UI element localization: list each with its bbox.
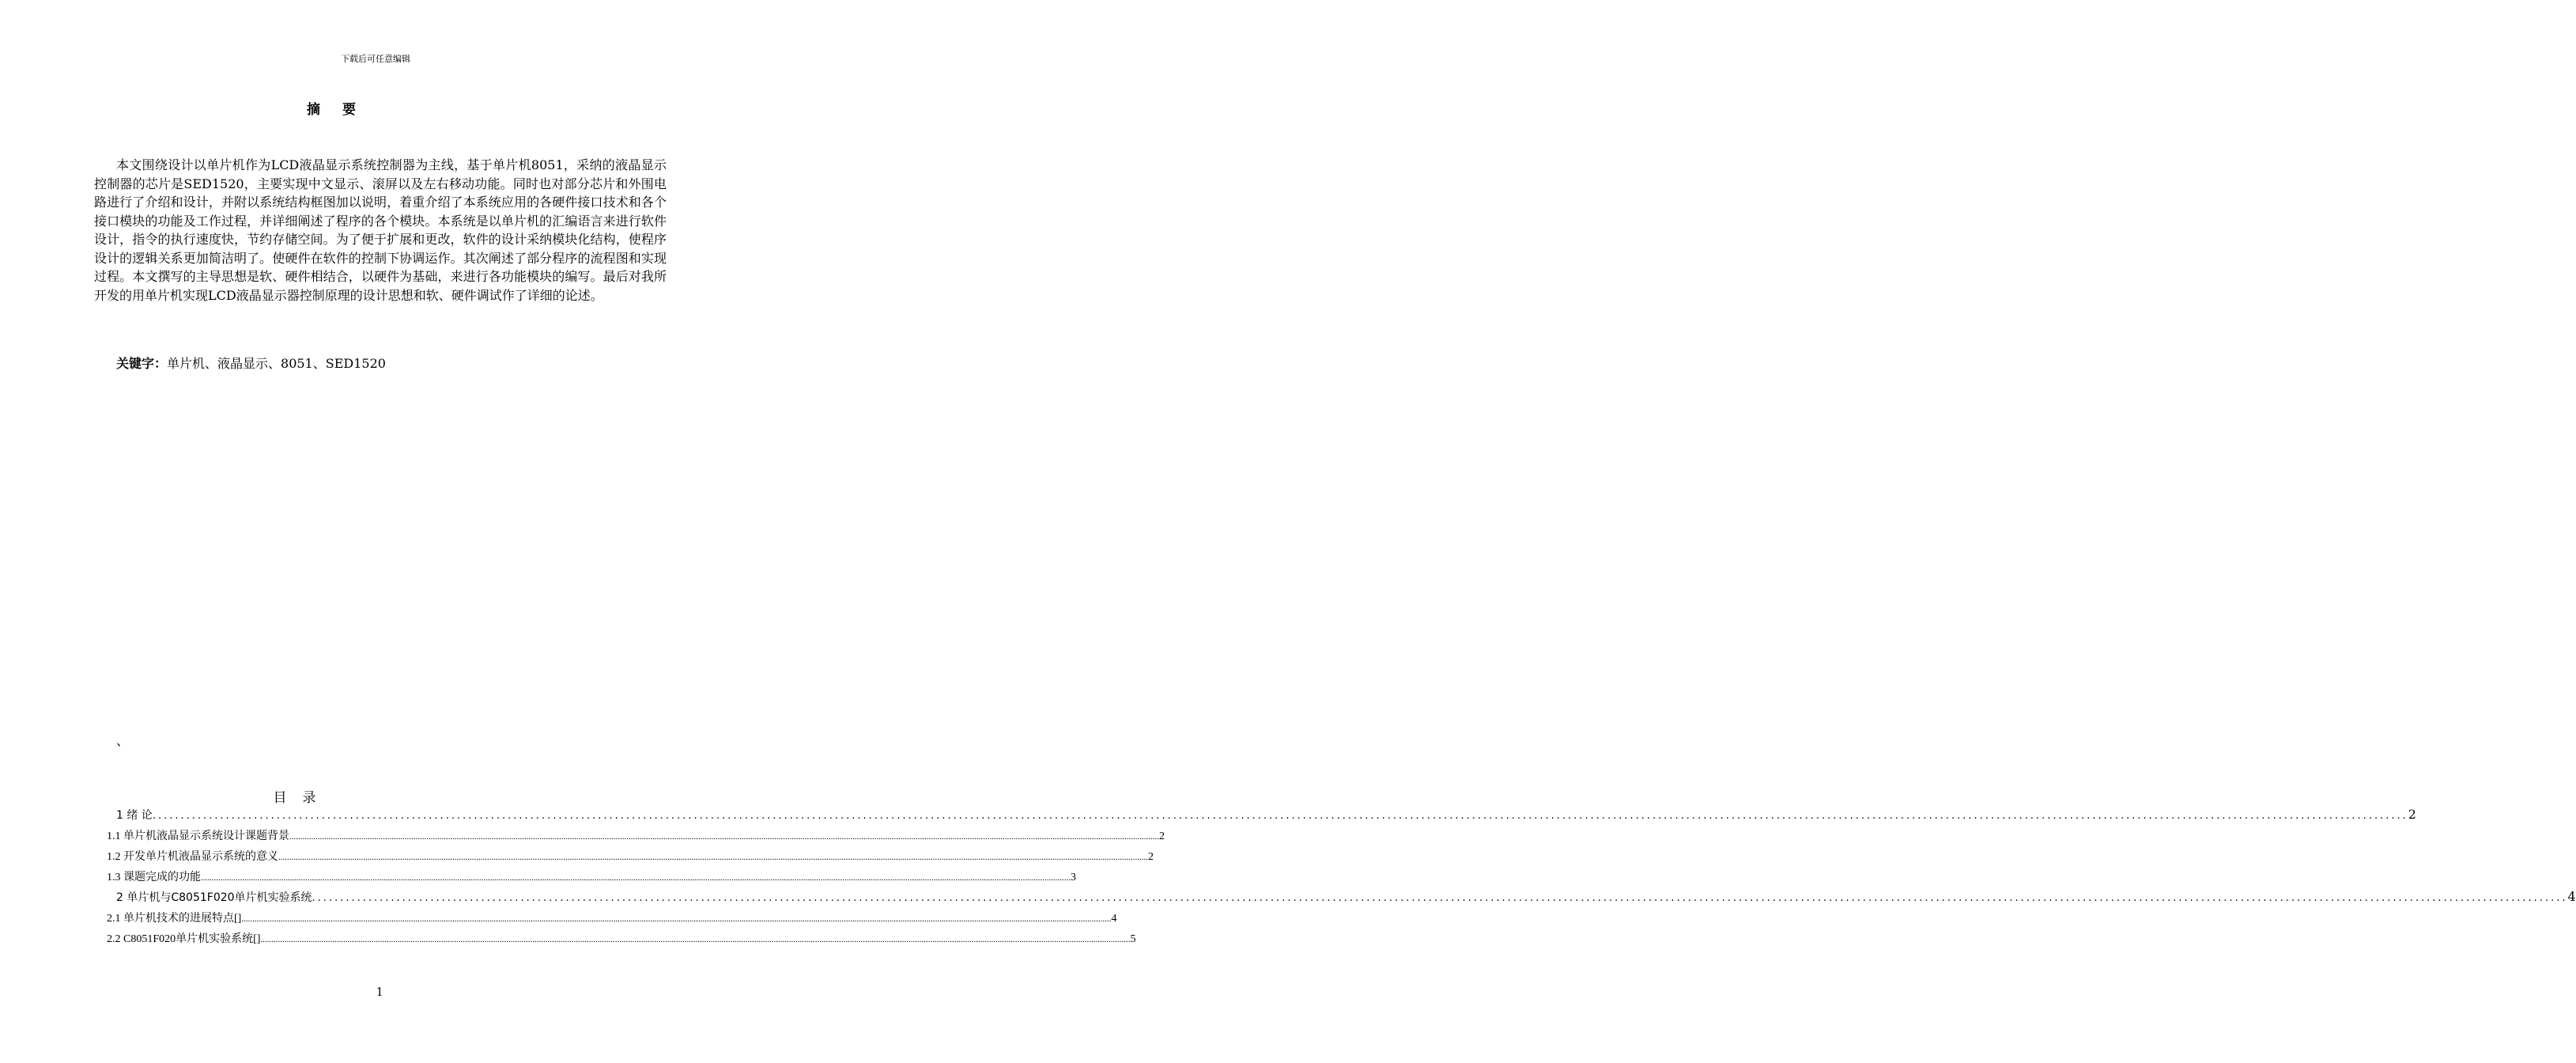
toc-entry[interactable]	[107, 889, 2576, 910]
abstract-body: 本文围绕设计以单片机作为LCD液晶显示系统控制器为主线，基于单片机8051，采纳的液晶显示控制器的芯片是SED1520，主要实现中文显示、滚屏以及左右移动功能。同时也对部分芯片和外围电路进行了介绍和设计，并附以系统结构框图加以说明，着重介绍了本系统应用的各硬件接口技术和各个接口模块的功能及工作过程，并详细阐述了程序的各个模块。本系统是以单片机的汇编语言来进行软件设计，指令的执行速度快，节约存储空间。为了便于扩展和更改，软件的设计采纳模块化结构，使程序设计的逻辑关系更加简洁明了。使硬件在软件的控制下协调运作。其次阐述了部分程序的流程图和实现过程。本文撰写的主导思想是软、硬件相结合，以硬件为基础，来进行各功能模块的编写。最后对我所开发的用单片机实现LCD液晶显示器控制原理的设计思想和软、硬件调试作了详细的论述。	[94, 157, 667, 303]
toc-entry-title: 1.3 课题完成的功能	[107, 872, 201, 883]
keywords-line	[116, 354, 386, 372]
abstract-title-char1: 摘	[307, 102, 322, 118]
toc-entry[interactable]	[107, 848, 1154, 868]
toc-title	[0, 786, 589, 806]
abstract-title	[0, 98, 664, 118]
toc-leader-dots: ................................................................................................................................................................................................................................................................................................................................................................................................................	[289, 832, 1159, 842]
toc-entry-title: 1 绪 论	[116, 809, 153, 822]
stray-mark: 、	[116, 733, 130, 748]
toc-entry-page: 4	[1111, 913, 1117, 925]
toc-entry-page: 2	[1159, 830, 1165, 842]
keywords-label: 关键字：	[116, 356, 168, 371]
toc-leader-dots: ................................................................................................................................................................................................................................................................................................................................................................................................................	[312, 892, 2568, 904]
toc-entry[interactable]	[107, 910, 1117, 930]
toc-entry-page: 4	[2567, 889, 2576, 904]
toc-title-char1: 目	[273, 790, 287, 806]
toc-entry-page: 3	[1071, 872, 1076, 883]
toc-leader-dots: ................................................................................................................................................................................................................................................................................................................................................................................................................	[152, 810, 2408, 822]
table-of-contents	[107, 807, 2576, 951]
toc-leader-dots: ................................................................................................................................................................................................................................................................................................................................................................................................................	[201, 873, 1071, 883]
toc-entry[interactable]	[107, 827, 1165, 848]
page-header: 下载后可任意编辑	[341, 54, 410, 64]
toc-entry-page: 5	[1130, 933, 1136, 945]
toc-leader-dots: ................................................................................................................................................................................................................................................................................................................................................................................................................	[241, 914, 1112, 924]
toc-entry[interactable]	[107, 868, 1076, 889]
toc-entry-title: 2 单片机与C8051F020单片机实验系统	[116, 891, 312, 904]
toc-title-char2: 录	[302, 790, 316, 806]
toc-entry-title: 1.2 开发单片机液晶显示系统的意义	[107, 851, 278, 863]
toc-entry-title: 2.2 C8051F020单片机实验系统[]	[107, 933, 261, 945]
keywords-value: 单片机、液晶显示、8051、SED1520	[167, 356, 386, 371]
toc-entry[interactable]	[107, 807, 2416, 827]
toc-entry[interactable]	[107, 930, 1136, 951]
toc-entry-title: 1.1 单片机液晶显示系统设计课题背景	[107, 830, 289, 842]
abstract-title-char2: 要	[342, 102, 357, 118]
page-number: 1	[376, 984, 383, 999]
toc-entry-page: 2	[1148, 851, 1154, 863]
toc-leader-dots: ................................................................................................................................................................................................................................................................................................................................................................................................................	[260, 935, 1131, 944]
toc-leader-dots: ................................................................................................................................................................................................................................................................................................................................................................................................................	[278, 853, 1148, 862]
toc-entry-page: 2	[2408, 807, 2416, 822]
toc-entry-title: 2.1 单片机技术的进展特点[]	[107, 913, 242, 925]
